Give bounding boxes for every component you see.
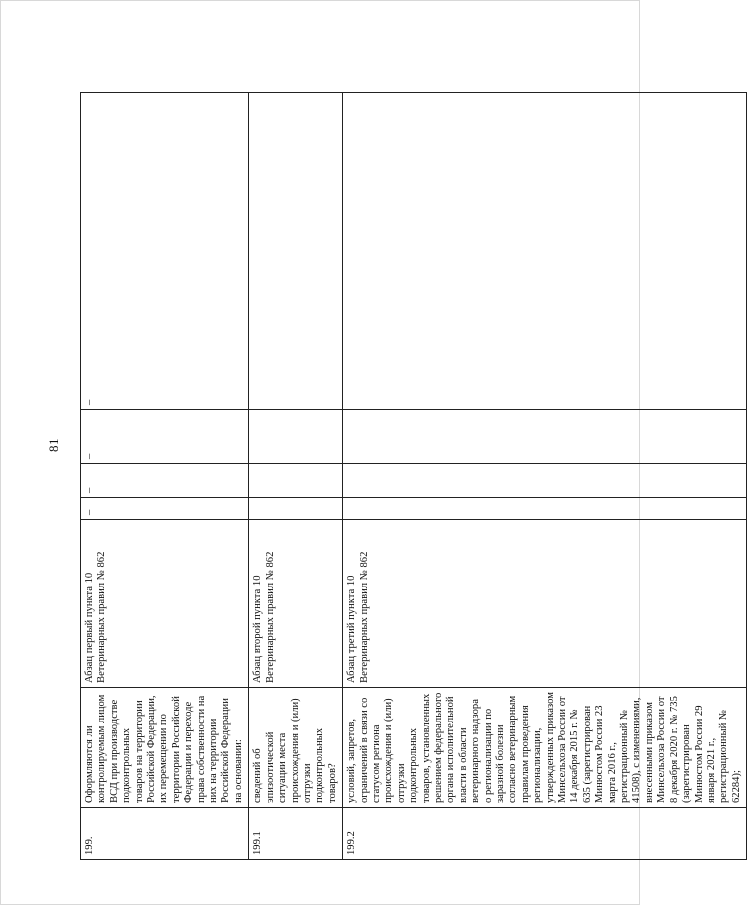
- table-row: [343, 93, 747, 860]
- comment-cell: [343, 93, 747, 410]
- page-number: 81: [46, 438, 61, 452]
- reference-cell: Абзац третий пункта 10 Ветеринарных правил № 862: [343, 520, 747, 688]
- question-cell: сведений об эпизоотической ситуации места происхождения и (или) отгрузки подконтрольных товаров?: [249, 688, 343, 808]
- answer-no-cell: [249, 464, 343, 498]
- answer-na-cell: [249, 410, 343, 464]
- question-cell: условий, запретов, ограничений в связи со статусом региона происхождения и (или) отгрузки подконтрольных товаров, установленных решением федерального органа исполнительной власти в области ветеринарного надзора о регионализации по заразной болезни согласно ветеринарным правилам проведения регионализации, утвержденных приказом Минсельхоза России от 14 декабря 2015 г. № 635 (зарегистрирован Минюстом России 23 марта 2016 г., регистрационный № 41508), с изменениями, внесенными приказом Минсельхоза России от 8 декабря 2020 г. № 735 (зарегистрирован Минюстом России 29 января 2021 г., регистрационный № 62284);: [343, 688, 747, 808]
- table-row: [81, 93, 249, 860]
- reference-cell: Абзац первый пункта 10 Ветеринарных правил № 862: [81, 520, 249, 688]
- comment-cell: [249, 93, 343, 410]
- answer-yes-cell: [249, 498, 343, 520]
- answer-no-cell: [343, 464, 747, 498]
- table-row: [249, 93, 343, 860]
- comment-cell: –: [81, 93, 249, 410]
- answer-yes-cell: [343, 498, 747, 520]
- answer-yes-cell: –: [81, 498, 249, 520]
- rotated-table-container: [80, 92, 742, 860]
- question-cell: Оформляются ли контролируемым лицом ВСД при производстве подконтрольных товаров на территории Российской Федерации, их перемещении по территории Российской Федерации и переходе права собственности на них на территории Российской Федерации на основании:: [81, 688, 249, 808]
- checklist-table: [80, 92, 747, 860]
- row-number: 199.2: [343, 808, 747, 860]
- reference-cell: Абзац второй пункта 10 Ветеринарных правил № 862: [249, 520, 343, 688]
- answer-na-cell: –: [81, 410, 249, 464]
- row-number: 199.1: [249, 808, 343, 860]
- answer-na-cell: [343, 410, 747, 464]
- answer-no-cell: –: [81, 464, 249, 498]
- row-number: 199.: [81, 808, 249, 860]
